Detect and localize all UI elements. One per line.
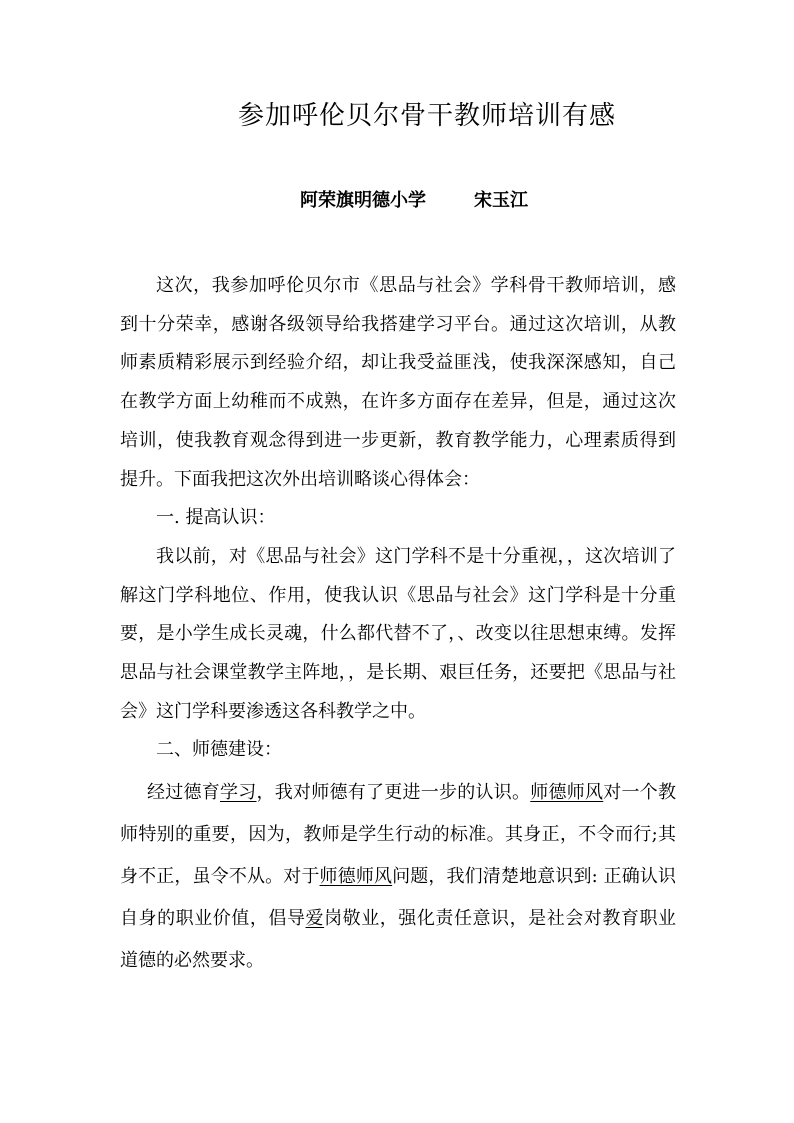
paragraph-intro: 这次，我参加呼伦贝尔市《思品与社会》学科骨干教师培训，感到十分荣幸，感谢各级领导给我搭建学习平台。通过这次培训，从教师素质精彩展示到经验介绍，却让我受益匪浅，使我深深感知，自己在教学方面上幼稚而不成熟，在许多方面存在差异，但是，通过这次培训，使我教育观念得到进一步更新，教育教学能力，心理素质得到提升。下面我把这次外出培训略谈心得体会： <box>120 275 676 490</box>
underlined-text: 师德师风 <box>530 782 604 804</box>
byline-school: 阿荣旗明德小学 <box>300 190 426 211</box>
document-body <box>120 267 676 982</box>
text-run: 经过德育 <box>147 782 220 804</box>
document-title: 参加呼伦贝尔骨干教师培训有感 <box>237 101 616 131</box>
underlined-text: 爱 <box>305 908 325 930</box>
byline <box>300 186 528 216</box>
section-heading-1: 一. 提高认识： <box>156 507 276 529</box>
text-run: 岗敬业，强化责任意识，是社会对教育职业道德的必然要求。 <box>120 908 677 972</box>
byline-author: 宋玉江 <box>474 190 528 211</box>
underlined-text: 学习 <box>220 782 257 804</box>
paragraph-section-1: 我以前，对《思品与社会》这门学科不是十分重视，，这次培训了解这门学科地位、作用，使我认识《思品与社会》这门学科是十分重要，是小学生成长灵魂，什么都代替不了，、改变以往思想束缚。发挥思品与社会课堂教学主阵地，，是长期、艰巨任务，还要把《思品与社会》这门学科要渗透这各科教学之中。 <box>120 545 676 722</box>
text-run: 对一个教师特别的重要，因为，教师是学生行动的标准。其身正，不令而行;其身不正，虽令不从。对于 <box>120 782 676 888</box>
paragraph-section-2 <box>120 772 676 982</box>
underlined-text: 师德师风 <box>319 866 393 888</box>
text-run: ，我对师德有了更进一步的认识。 <box>256 782 531 804</box>
text-run: 问题，我们清楚地意识到: 正确认识自身的职业价值，倡导 <box>120 866 676 930</box>
section-heading-2: 二、师德建设： <box>156 739 282 761</box>
